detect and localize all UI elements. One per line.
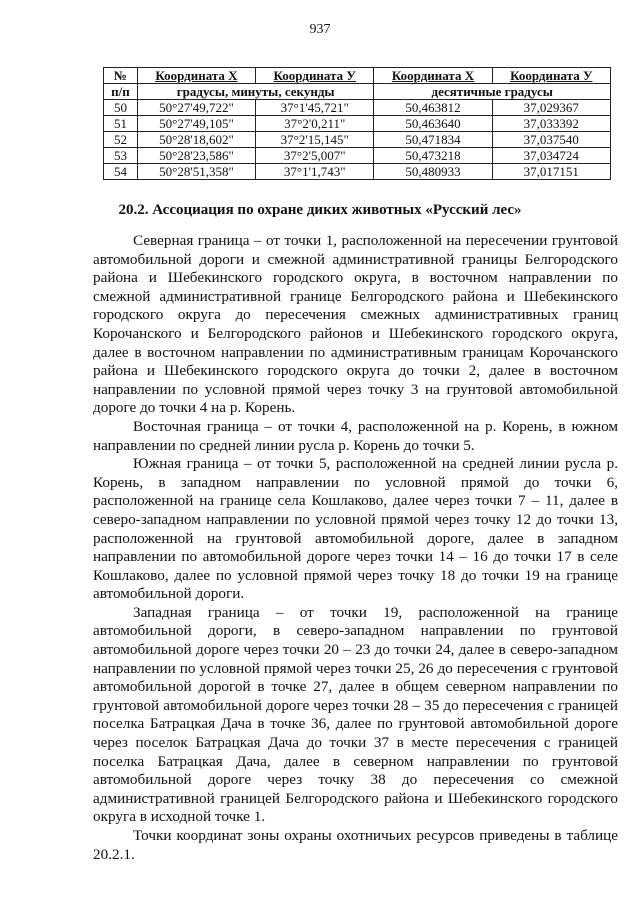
paragraph-west-border: Западная граница – от точки 19, расположенной на границе автомобильной дороги, в северо-западном направлении по грунтовой автомобильной дороге через точки 20 – 23 до точки 24, далее в северо-западном направлении по условной прямой через точки 25, 26 до пересечения с грунтовой автомобильной дорогой в точке 27, далее в общем северном направлении по грунтовой автомобильной дороге через точки 28 – 35 до пересечения с границей поселка Батрацкая Дача в точке 36, далее по грунтовой автомобильной дороге через поселок Батрацкая Дача до точки 37 в месте пересечения с границей поселка Батрацкая Дача, далее в северном направлении по грунтовой автомобильной дороге через точку 38 до пересечения со смежной административной границей Белгородского района и Шебекинского городского округа в исходной точке 1.	[93, 603, 618, 826]
table-row	[104, 116, 611, 132]
table-cell: 50	[104, 100, 138, 116]
table-cell: 50,463640	[374, 116, 492, 132]
table-cell: 50°28'23,586"	[137, 148, 255, 164]
coordinates-table	[103, 67, 611, 180]
table-cell: 50°27'49,105"	[137, 116, 255, 132]
table-cell: 37,029367	[492, 100, 610, 116]
table-cell: 37°1'1,743"	[256, 164, 374, 180]
table-cell: 54	[104, 164, 138, 180]
header-coord-x-decimal: Координата X	[374, 68, 492, 84]
table-cell: 50,480933	[374, 164, 492, 180]
table-cell: 37,037540	[492, 132, 610, 148]
page-number: 937	[309, 22, 331, 37]
table-cell: 51	[104, 116, 138, 132]
table-row	[104, 164, 611, 180]
table-cell: 53	[104, 148, 138, 164]
table-cell: 37,033392	[492, 116, 610, 132]
table-cell: 50,463812	[374, 100, 492, 116]
table-cell: 50°28'51,358"	[137, 164, 255, 180]
paragraph-east-border: Восточная граница – от точки 4, расположенной на р. Корень, в южном направлении по средней линии русла р. Корень до точки 5.	[93, 417, 618, 454]
body-text	[93, 232, 618, 864]
table-cell: 50°27'49,722"	[137, 100, 255, 116]
paragraph-south-border: Южная граница – от точки 5, расположенной на средней линии русла р. Корень, в западном направлении по условной прямой до точки 6, расположенной на границе села Кошлаково, далее через точки 7 – 11, далее в северо-западном направлении по условной прямой через точку 12 до точки 13, расположенной на грунтовой автомобильной дороге, далее в западном направлении по автомобильной дороге через точки 14 – 16 до точки 17 в селе Кошлаково, далее по условной прямой через точку 18 до точки 19 на границе автомобильной дороги.	[93, 455, 618, 603]
paragraph-table-reference: Точки координат зоны охраны охотничьих ресурсов приведены в таблице 20.2.1.	[93, 827, 618, 863]
subheader-number: п/п	[104, 84, 138, 100]
subheader-dms: градусы, минуты, секунды	[137, 84, 374, 100]
header-coord-y-decimal: Координата У	[492, 68, 610, 84]
table-cell: 50,471834	[374, 132, 492, 148]
table-cell: 50°28'18,602"	[137, 132, 255, 148]
table-cell: 37°2'15,145"	[256, 132, 374, 148]
header-number: №	[104, 68, 138, 84]
header-coord-y-dms: Координата У	[256, 68, 374, 84]
table-cell: 52	[104, 132, 138, 148]
header-coord-x-dms: Координата X	[137, 68, 255, 84]
subheader-decimal: десятичные градусы	[374, 84, 611, 100]
paragraph-north-border: Северная граница – от точки 1, расположенной на пересечении грунтовой автомобильной дороги и смежной административной границы Белгородского района и Шебекинского городского округа, в восточном направлении по смежной административной границе Белгородского района и Шебекинского городского округа до пересечения смежных административных границ Корочанского и Белгородского районов и Шебекинского городского округа, далее в восточном направлении по административным границам Корочанского района и Шебекинского городского округа до точки 2, далее в восточном направлении по условной прямой через точку 3 на грунтовой автомобильной дороге до точки 4 на р. Корень.	[93, 232, 618, 417]
table-row	[104, 132, 611, 148]
table-cell: 50,473218	[374, 148, 492, 164]
table-cell: 37°1'45,721"	[256, 100, 374, 116]
table-cell: 37°2'5,007"	[256, 148, 374, 164]
table-row	[104, 148, 611, 164]
section-heading: 20.2. Ассоциация по охране диких животных «Русский лес»	[118, 202, 522, 218]
table-cell: 37,017151	[492, 164, 610, 180]
table-subheader-row	[104, 84, 611, 100]
table-cell: 37°2'0,211"	[256, 116, 374, 132]
table-cell: 37,034724	[492, 148, 610, 164]
table-row	[104, 100, 611, 116]
table-header-row	[104, 68, 611, 84]
